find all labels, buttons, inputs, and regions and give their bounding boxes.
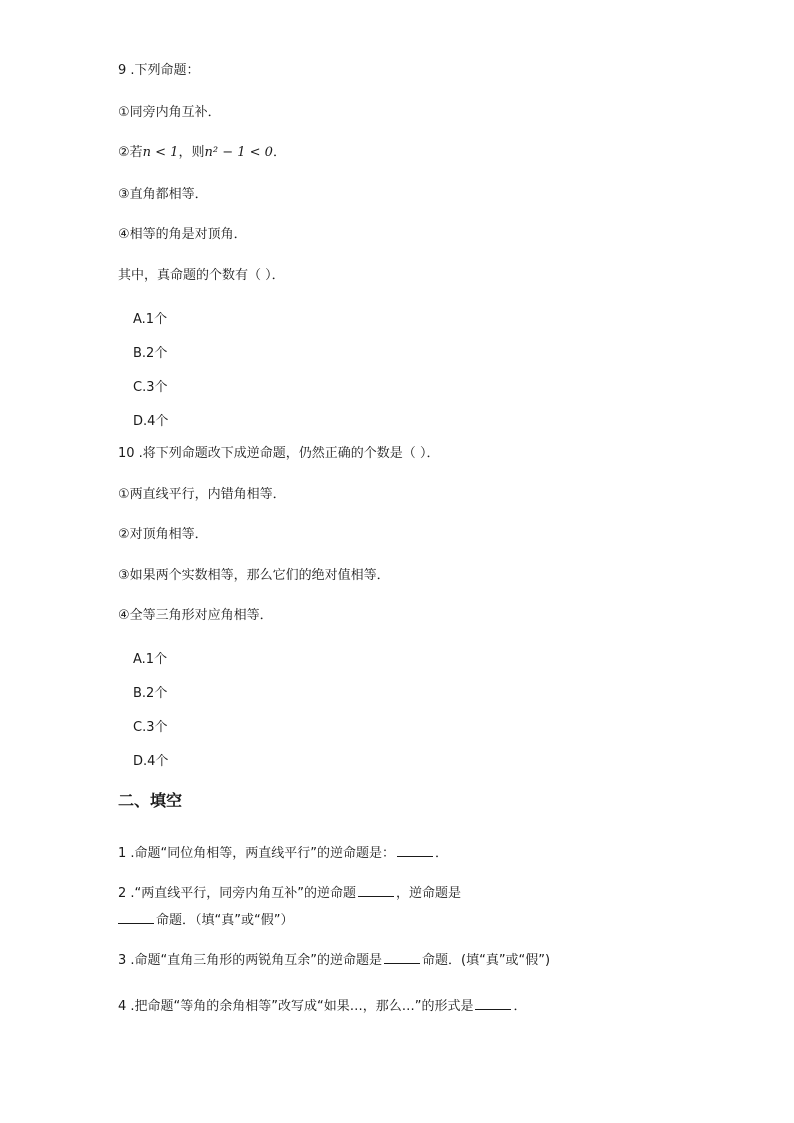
q10-option-c: C.3个 — [133, 720, 168, 735]
q10-item-1: ①两直线平行，内错角相等． — [118, 487, 286, 502]
q10-item-3: ③如果两个实数相等，那么它们的绝对值相等． — [118, 568, 390, 583]
fill-q3-blank[interactable] — [384, 951, 420, 964]
fill-q1-end: ． — [435, 846, 449, 861]
fill-question-3 — [118, 951, 550, 970]
q10-item-2: ②对顶角相等． — [118, 527, 208, 542]
q9-item-2-expression: n² − 1 < 0 — [204, 145, 273, 160]
q9-option-d: D.4个 — [133, 414, 169, 429]
q9-item-2-condition: n < 1 — [142, 145, 179, 160]
fill-q4-blank[interactable] — [475, 997, 511, 1010]
q9-item-2-prefix: ②若 — [118, 145, 143, 160]
q9-item-1: ①同旁内角互补． — [118, 105, 221, 120]
q9-option-c: C.3个 — [133, 380, 168, 395]
fill-q2-end: 命题．（填“真”或“假”） — [156, 913, 294, 928]
q9-item-2-mid: ，则 — [178, 145, 205, 160]
section-title-fill-blank: 二、填空 — [118, 791, 183, 810]
q10-item-4: ④全等三角形对应角相等． — [118, 608, 273, 623]
fill-question-2-line-1 — [118, 884, 461, 903]
fill-q3-end: 命题．(填“真”或“假”) — [422, 953, 551, 968]
q9-item-3: ③直角都相等． — [118, 187, 208, 202]
q9-item-2-end: ． — [272, 145, 286, 160]
fill-q3-text: 3 .命题“直角三角形的两锐角互余”的逆命题是 — [118, 953, 383, 968]
q10-option-b: B.2个 — [133, 686, 168, 701]
q9-item-4: ④相等的角是对顶角． — [118, 227, 247, 242]
q10-stem: 10 .将下列命题改下成逆命题，仍然正确的个数是（ ）． — [118, 446, 440, 461]
q9-stem: 9 .下列命题： — [118, 63, 200, 78]
q9-question: 其中，真命题的个数有（ ）． — [118, 268, 285, 283]
fill-q2-blank-1[interactable] — [358, 884, 394, 897]
fill-q1-text: 1 .命题“同位角相等，两直线平行”的逆命题是： — [118, 846, 396, 861]
fill-q4-text: 4 .把命题“等角的余角相等”改写成“如果…，那么…”的形式是 — [118, 999, 474, 1014]
fill-q1-blank[interactable] — [397, 844, 433, 857]
q10-option-a: A.1个 — [133, 652, 168, 667]
fill-q2-blank-2[interactable] — [118, 911, 154, 924]
q9-option-a: A.1个 — [133, 312, 168, 327]
fill-q2-text: 2 .“两直线平行，同旁内角互补”的逆命题 — [118, 886, 357, 901]
fill-question-1 — [118, 844, 448, 863]
fill-q2-mid: ，逆命题是 — [396, 886, 462, 901]
q9-option-b: B.2个 — [133, 346, 168, 361]
q9-item-2 — [118, 144, 286, 162]
fill-question-4 — [118, 997, 527, 1016]
fill-question-2-line-2 — [118, 911, 293, 930]
q10-option-d: D.4个 — [133, 754, 169, 769]
fill-q4-end: ． — [513, 999, 527, 1014]
